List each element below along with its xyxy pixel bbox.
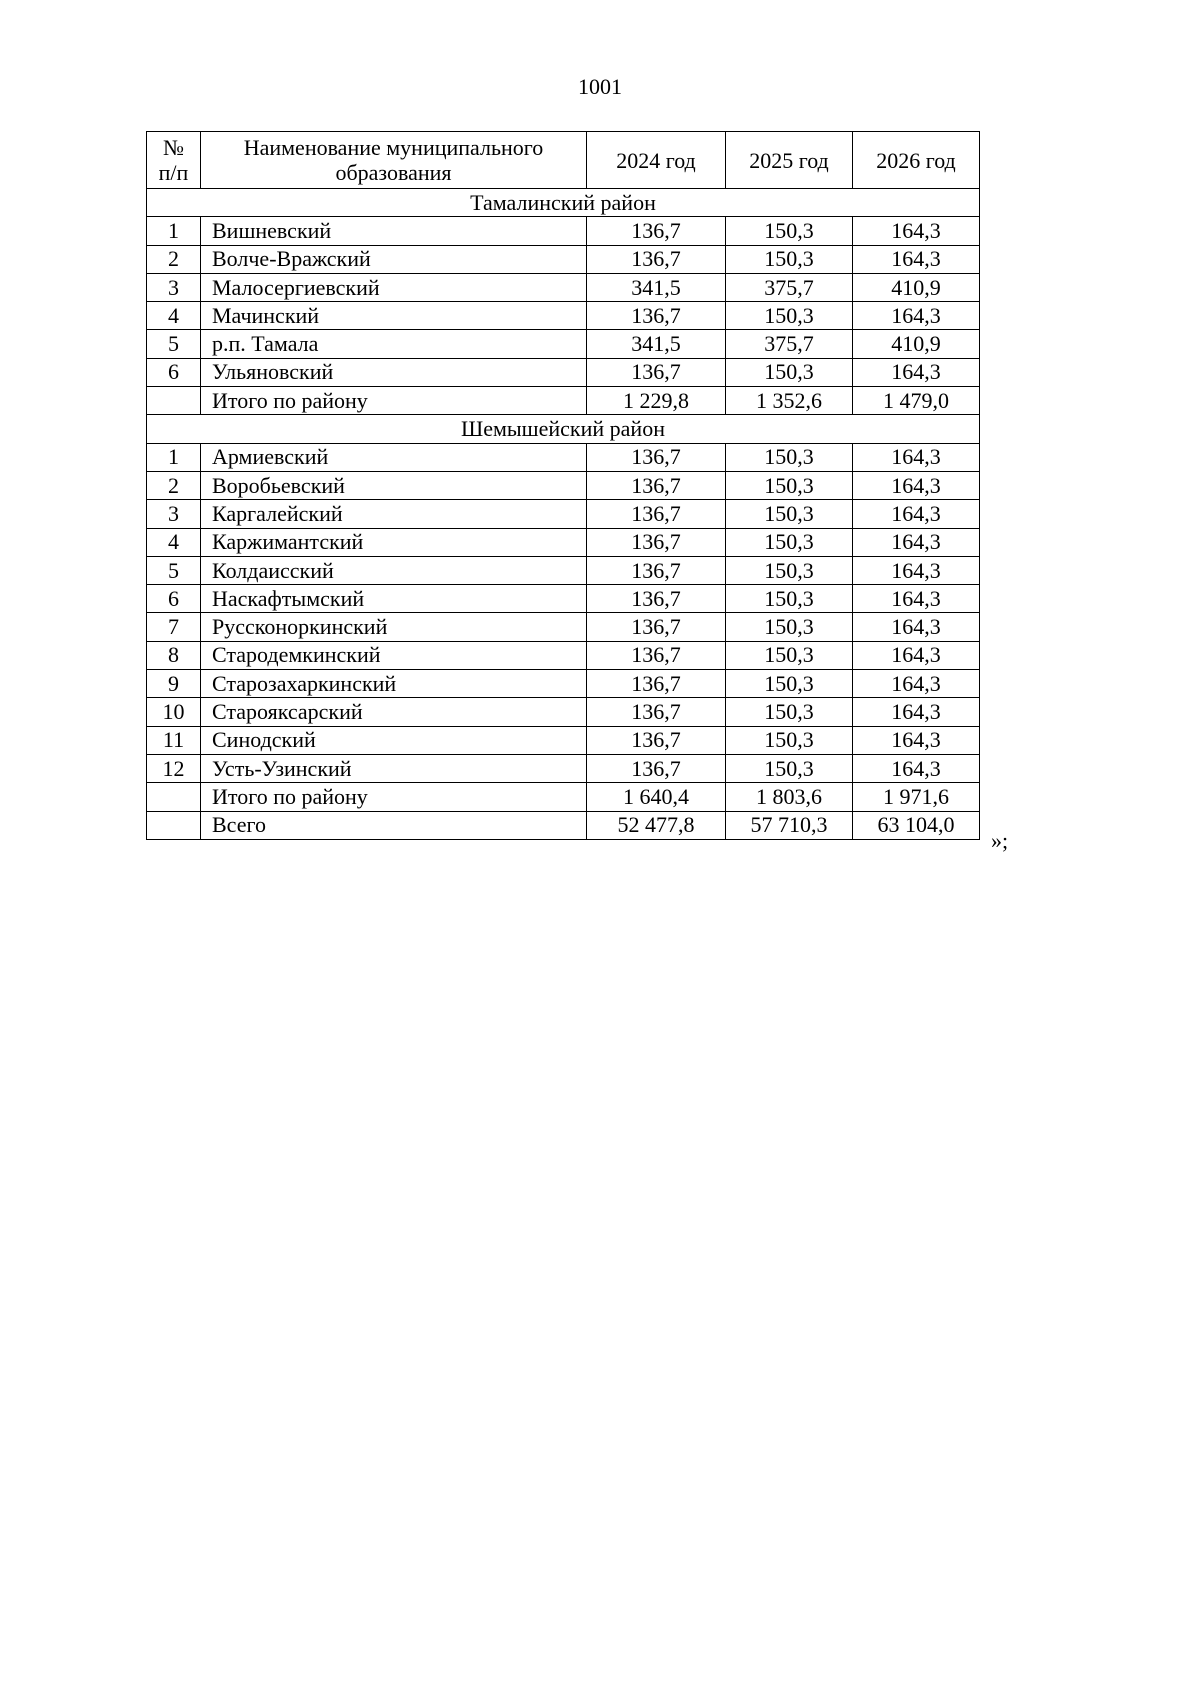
table-row	[147, 302, 980, 330]
row-number: 1	[147, 443, 201, 471]
value-2026: 164,3	[853, 443, 980, 471]
value-2025: 150,3	[726, 641, 853, 669]
value-2025: 150,3	[726, 471, 853, 499]
value-2025: 150,3	[726, 754, 853, 782]
row-number: 12	[147, 754, 201, 782]
value-2025: 150,3	[726, 217, 853, 245]
row-number: 5	[147, 556, 201, 584]
closing-quote-mark: »;	[991, 828, 1009, 853]
value-2024: 136,7	[587, 641, 726, 669]
value-2024: 136,7	[587, 698, 726, 726]
value-2024: 136,7	[587, 585, 726, 613]
value-2026: 164,3	[853, 217, 980, 245]
value-2026: 164,3	[853, 556, 980, 584]
value-2024: 136,7	[587, 613, 726, 641]
value-2024: 136,7	[587, 754, 726, 782]
page-number: 1001	[578, 74, 622, 99]
value-2024: 136,7	[587, 528, 726, 556]
table-row	[147, 528, 980, 556]
municipality-name: Синодский	[201, 726, 587, 754]
row-number: 11	[147, 726, 201, 754]
value-2026: 410,9	[853, 273, 980, 301]
row-number-empty	[147, 811, 201, 839]
municipality-name: Волче-Вражский	[201, 245, 587, 273]
header-2026: 2026 год	[853, 132, 980, 189]
table-row	[147, 443, 980, 471]
row-number: 1	[147, 217, 201, 245]
header-name: Наименование муниципального образования	[201, 132, 587, 189]
table-row	[147, 613, 980, 641]
value-2025: 375,7	[726, 330, 853, 358]
value-2026: 164,3	[853, 302, 980, 330]
municipality-name: Каргалейский	[201, 500, 587, 528]
row-number-empty	[147, 783, 201, 811]
table-body	[147, 189, 980, 840]
table-row	[147, 500, 980, 528]
table-row	[147, 556, 980, 584]
municipality-name: Стародемкинский	[201, 641, 587, 669]
value-2025: 150,3	[726, 500, 853, 528]
table-row	[147, 585, 980, 613]
row-number: 10	[147, 698, 201, 726]
row-number: 2	[147, 471, 201, 499]
municipality-name: Ульяновский	[201, 358, 587, 386]
value-2024: 136,7	[587, 443, 726, 471]
section-title: Тамалинский район	[147, 189, 980, 217]
value-2026: 164,3	[853, 500, 980, 528]
value-2024: 341,5	[587, 273, 726, 301]
grand-total-label: Всего	[201, 811, 587, 839]
total-2026: 1 479,0	[853, 387, 980, 415]
total-2026: 1 971,6	[853, 783, 980, 811]
municipality-name: Каржимантский	[201, 528, 587, 556]
header-num: № п/п	[147, 132, 201, 189]
municipality-name: Армиевский	[201, 443, 587, 471]
value-2025: 150,3	[726, 556, 853, 584]
row-number: 3	[147, 500, 201, 528]
value-2025: 150,3	[726, 245, 853, 273]
value-2026: 164,3	[853, 245, 980, 273]
table-row	[147, 754, 980, 782]
value-2024: 136,7	[587, 471, 726, 499]
table-row	[147, 245, 980, 273]
total-2025: 1 352,6	[726, 387, 853, 415]
table-row	[147, 217, 980, 245]
value-2026: 164,3	[853, 726, 980, 754]
district-total-row	[147, 387, 980, 415]
row-number: 4	[147, 528, 201, 556]
grand-total-2026: 63 104,0	[853, 811, 980, 839]
value-2024: 136,7	[587, 500, 726, 528]
value-2025: 150,3	[726, 585, 853, 613]
row-number: 7	[147, 613, 201, 641]
value-2025: 150,3	[726, 443, 853, 471]
value-2024: 136,7	[587, 245, 726, 273]
grand-total-2025: 57 710,3	[726, 811, 853, 839]
municipality-name: р.п. Тамала	[201, 330, 587, 358]
municipality-name: Усть-Узинский	[201, 754, 587, 782]
municipality-name: Старояксарский	[201, 698, 587, 726]
table-row	[147, 698, 980, 726]
total-2024: 1 640,4	[587, 783, 726, 811]
value-2024: 341,5	[587, 330, 726, 358]
header-2024: 2024 год	[587, 132, 726, 189]
value-2025: 150,3	[726, 528, 853, 556]
value-2025: 375,7	[726, 273, 853, 301]
table-row	[147, 670, 980, 698]
value-2026: 410,9	[853, 330, 980, 358]
header-2025: 2025 год	[726, 132, 853, 189]
section-title: Шемышейский район	[147, 415, 980, 443]
value-2025: 150,3	[726, 726, 853, 754]
district-total-row	[147, 783, 980, 811]
table-row	[147, 358, 980, 386]
row-number: 2	[147, 245, 201, 273]
municipality-name: Руссконоркинский	[201, 613, 587, 641]
value-2024: 136,7	[587, 302, 726, 330]
value-2025: 150,3	[726, 698, 853, 726]
value-2026: 164,3	[853, 754, 980, 782]
value-2024: 136,7	[587, 670, 726, 698]
value-2025: 150,3	[726, 358, 853, 386]
table-row	[147, 641, 980, 669]
municipality-name: Воробьевский	[201, 471, 587, 499]
table-row	[147, 726, 980, 754]
value-2024: 136,7	[587, 726, 726, 754]
municipality-name: Колдаисский	[201, 556, 587, 584]
grand-total-2024: 52 477,8	[587, 811, 726, 839]
value-2026: 164,3	[853, 358, 980, 386]
value-2026: 164,3	[853, 641, 980, 669]
value-2025: 150,3	[726, 613, 853, 641]
value-2025: 150,3	[726, 670, 853, 698]
grand-total-row	[147, 811, 980, 839]
allocation-table	[146, 131, 980, 840]
table-row	[147, 273, 980, 301]
table-header-row	[147, 132, 980, 189]
value-2026: 164,3	[853, 528, 980, 556]
municipality-name: Наскафтымский	[201, 585, 587, 613]
value-2025: 150,3	[726, 302, 853, 330]
row-number-empty	[147, 387, 201, 415]
row-number: 6	[147, 358, 201, 386]
value-2026: 164,3	[853, 670, 980, 698]
municipality-name: Малосергиевский	[201, 273, 587, 301]
total-2024: 1 229,8	[587, 387, 726, 415]
row-number: 5	[147, 330, 201, 358]
value-2024: 136,7	[587, 358, 726, 386]
row-number: 9	[147, 670, 201, 698]
row-number: 8	[147, 641, 201, 669]
value-2026: 164,3	[853, 585, 980, 613]
municipality-name: Мачинский	[201, 302, 587, 330]
value-2024: 136,7	[587, 217, 726, 245]
section-header-row	[147, 189, 980, 217]
total-2025: 1 803,6	[726, 783, 853, 811]
value-2026: 164,3	[853, 698, 980, 726]
table-row	[147, 471, 980, 499]
value-2024: 136,7	[587, 556, 726, 584]
section-header-row	[147, 415, 980, 443]
total-label: Итого по району	[201, 783, 587, 811]
row-number: 4	[147, 302, 201, 330]
total-label: Итого по району	[201, 387, 587, 415]
value-2026: 164,3	[853, 613, 980, 641]
value-2026: 164,3	[853, 471, 980, 499]
municipality-name: Старозахаркинский	[201, 670, 587, 698]
table-row	[147, 330, 980, 358]
row-number: 6	[147, 585, 201, 613]
row-number: 3	[147, 273, 201, 301]
municipality-name: Вишневский	[201, 217, 587, 245]
